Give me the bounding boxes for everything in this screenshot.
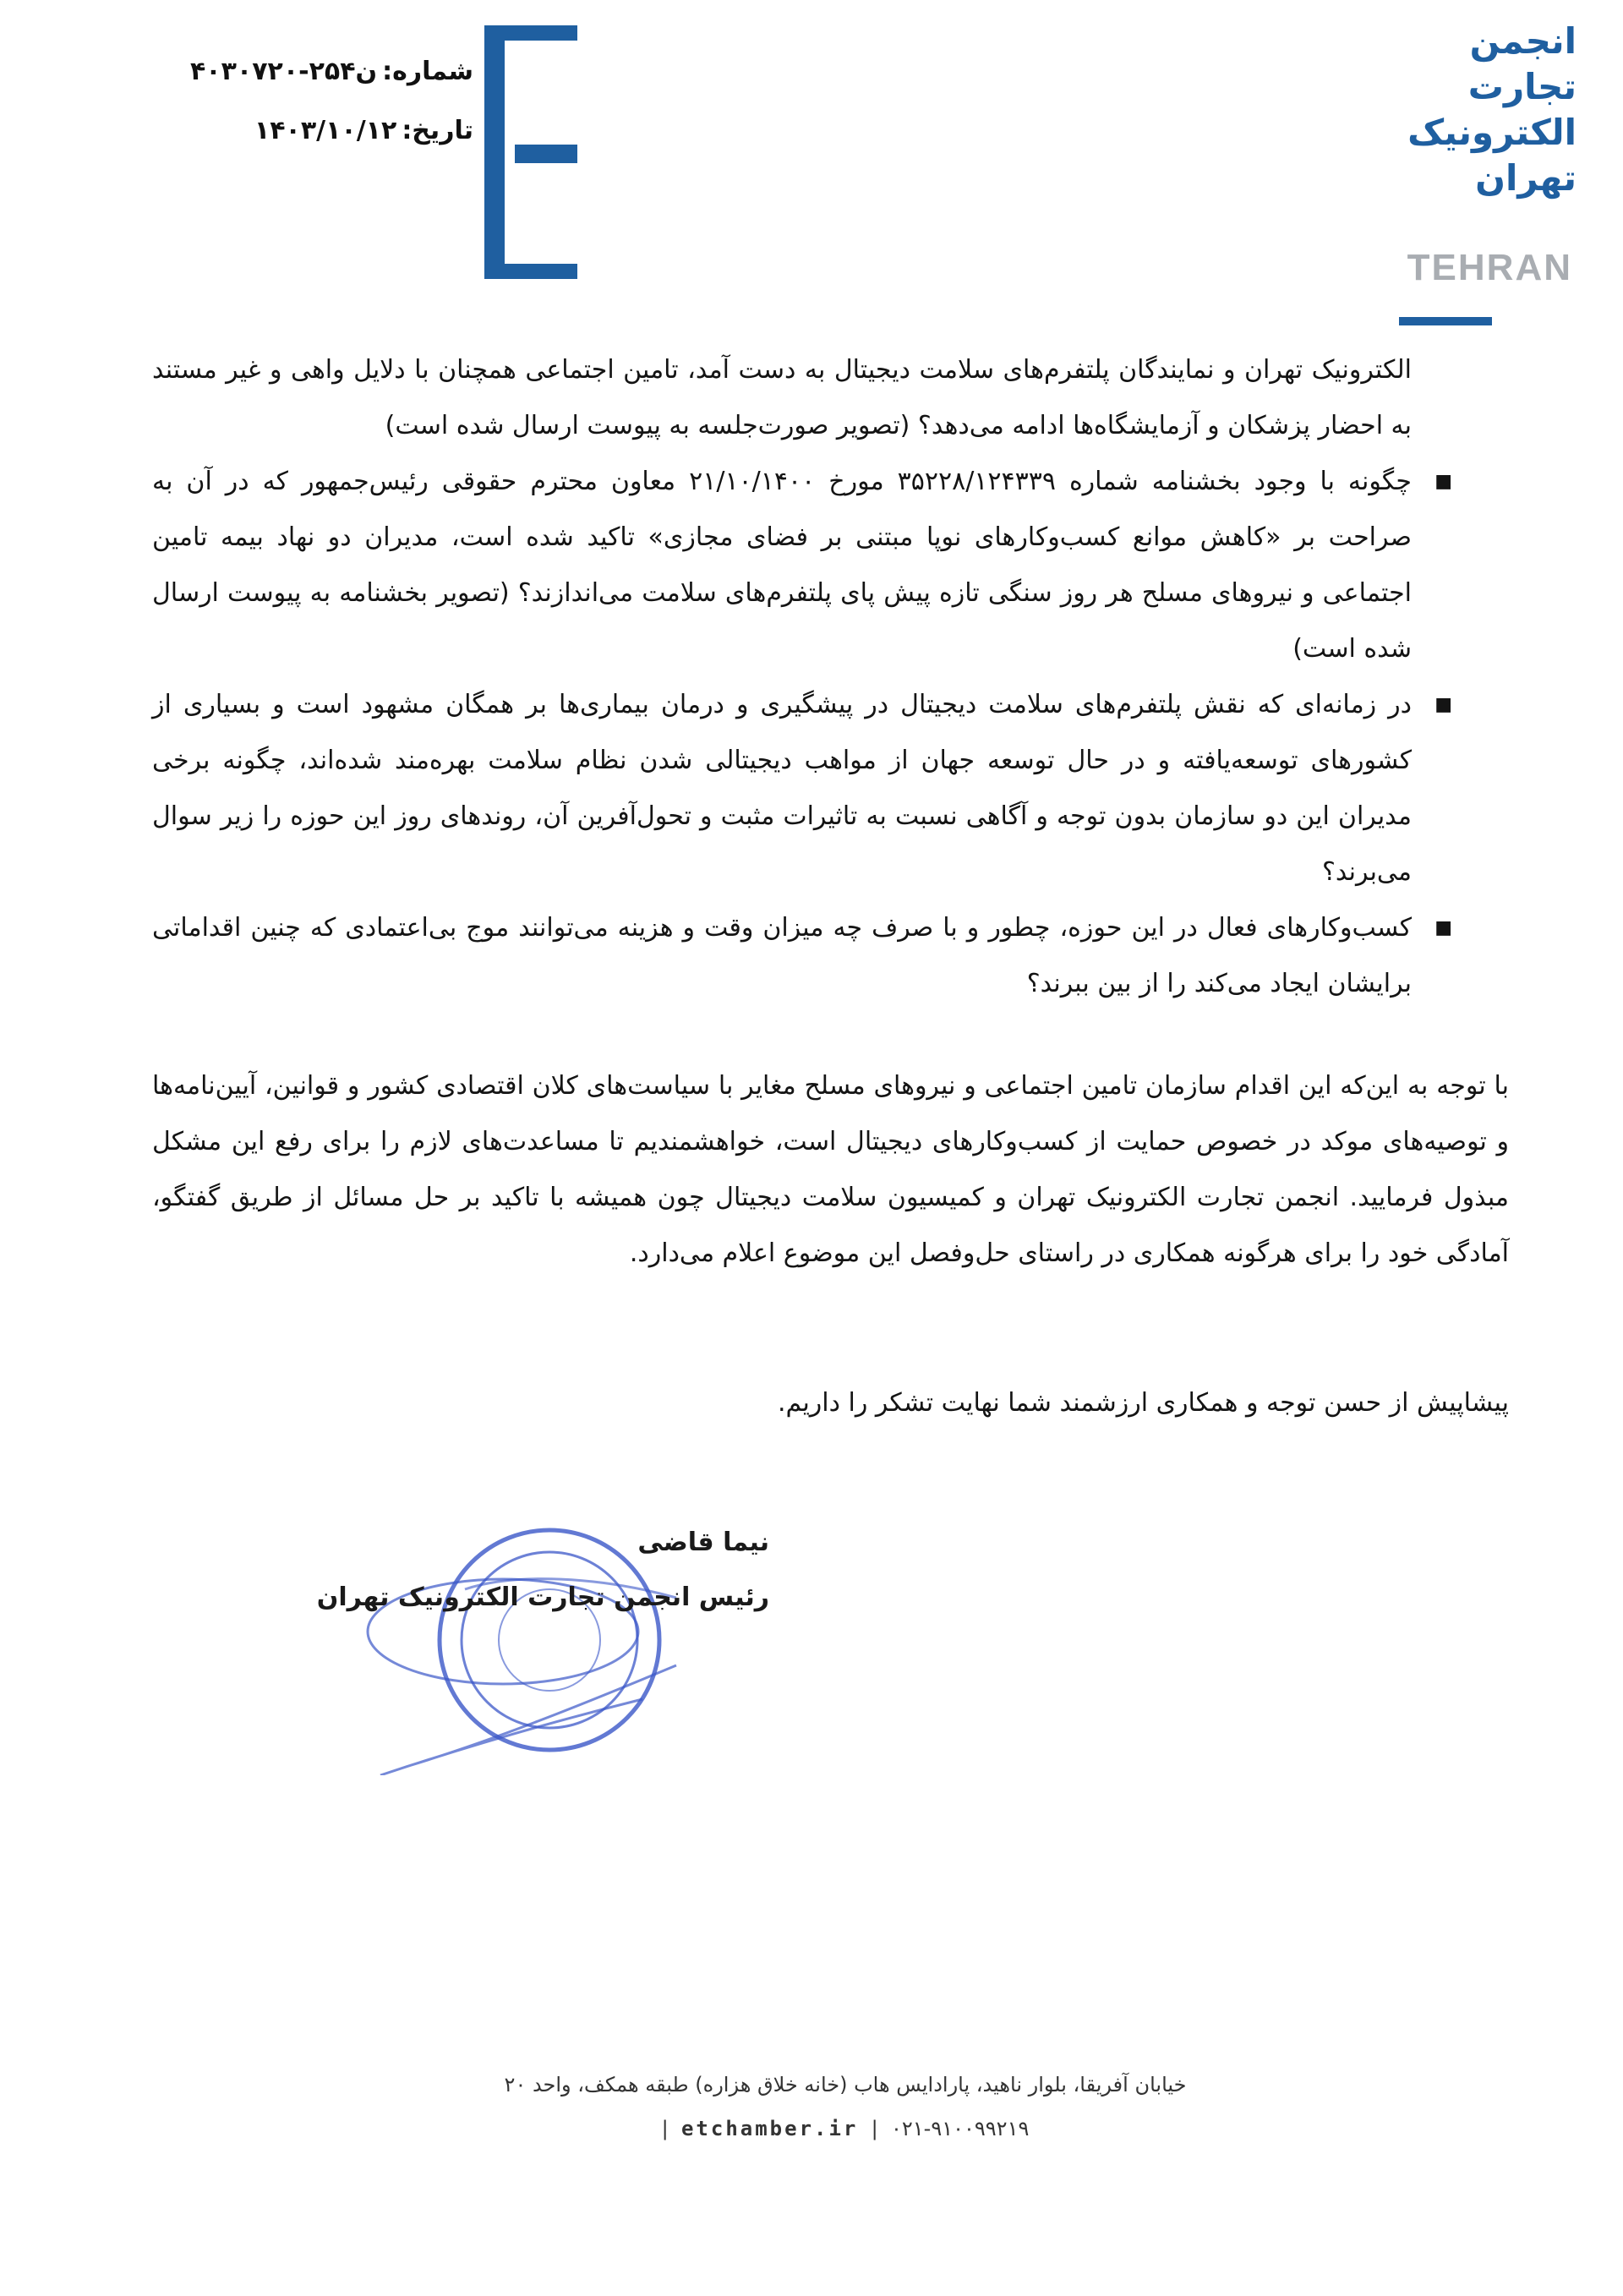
bullet-icon: ■ (1434, 471, 1452, 492)
question-item (152, 454, 1452, 677)
letter-date (169, 101, 473, 161)
brand-wordmark (1382, 19, 1577, 201)
question-list (152, 454, 1452, 1012)
letter-meta (169, 42, 473, 161)
question-text: چگونه با وجود بخشنامه شماره ۳۵۲۲۸/۱۲۴۳۳۹ مورخ ۲۱/۱۰/۱۴۰۰ معاون محترم حقوقی رئیس‌جمهور که در آن به صراحت بر «کاهش موانع کسب‌وکارهای نوپا مبتنی بر فضای مجازی» تاکید شده است، مدیران دو نهاد بیمه تامین اجتماعی و نیروهای مسلح هر روز سنگی تازه پیش پای پلتفرم‌های سلامت می‌اندازند؟ (تصویر بخشنامه به پیوست ارسال شده است) (152, 467, 1412, 664)
brand-line-4: تهران (1475, 157, 1577, 199)
footer-separator-end: | (661, 2117, 669, 2140)
question-item (152, 677, 1452, 900)
footer-address: خیابان آفریقا، بلوار ناهید، پارادایس هاب (خانه خلاق هزاره) طبقه همکف، واحد ۲۰ (504, 2073, 1187, 2096)
letter-number-value: ن۲۵۴-۴۰۳۰۷۲۰ (189, 57, 378, 86)
question-text: کسب‌وکارهای فعال در این حوزه، چطور و با صرف چه میزان وقت و هزینه می‌توانند موج بی‌اعتمادی که چنین اقداماتی برایشان ایجاد می‌کند را از بین ببرند؟ (152, 913, 1412, 998)
brand-e-logo (469, 25, 587, 279)
brand-line-2: تجارت (1467, 66, 1577, 107)
bullet-icon: ■ (1434, 917, 1452, 938)
brand-line-3: الکترونیک (1407, 112, 1577, 153)
letter-date-label: تاریخ: (402, 116, 473, 145)
brand-latin: TEHRAN (1407, 247, 1572, 288)
footer (423, 2063, 1268, 2151)
brand-divider (1399, 317, 1492, 325)
brand-line-1: انجمن (1469, 20, 1577, 62)
letter-date-value: ۱۴۰۳/۱۰/۱۲ (254, 116, 397, 145)
question-text: در زمانه‌ای که نقش پلتفرم‌های سلامت دیجیتال در پیشگیری و درمان بیماری‌ها بر همگان مشهود است و بسیاری از کشورهای توسعه‌یافته و در حال توسعه جهان از مواهب دیجیتالی شدن نظام سلامت بهره‌مند شده‌اند، چگونه برخی مدیران این دو سازمان بدون توجه و آگاهی نسبت به تاثیرات مثبت و تحول‌آفرین آن، روندهای روز این حوزه را زیر سوال می‌برند؟ (152, 690, 1412, 887)
signature-block (313, 1513, 769, 1623)
letter-number-label: شماره: (382, 57, 473, 86)
question-item (152, 900, 1452, 1012)
footer-contacts (423, 2107, 1268, 2151)
letter-number (169, 42, 473, 101)
signer-title: رئیس انجمن تجارت الکترونیک تهران (316, 1583, 769, 1612)
intro-paragraph: الکترونیک تهران و نمایندگان پلتفرم‌های سلامت دیجیتال به دست آمد، تامین اجتماعی همچنان با دلایل واهی و غیر مستند به احضار پزشکان و آزمایشگاه‌ها ادامه می‌دهد؟ (تصویر صورت‌جلسه به پیوست ارسال شده است) (152, 355, 1412, 440)
footer-separator: | (871, 2117, 878, 2140)
closing-line: پیشاپیش از حسن توجه و همکاری ارزشمند شما نهایت تشکر را داریم. (777, 1388, 1509, 1418)
footer-website[interactable]: etchamber.ir (680, 2117, 859, 2140)
request-paragraph: با توجه به این‌که این اقدام سازمان تامین اجتماعی و نیروهای مسلح مغایر با سیاست‌های کلان اقتصادی کشور و قوانین، آیین‌نامه‌ها و توصیه‌های موکد در خصوص حمایت از کسب‌وکارهای دیجیتال است، خواهشمندیم تا مساعدت‌های لازم را برای رفع این مشکل مبذول فرمایید. انجمن تجارت الکترونیک تهران و کمیسیون سلامت دیجیتال چون همیشه با تاکید بر حل مسائل از طریق گفتگو، آمادگی خود را برای هرگونه همکاری در راستای حل‌وفصل این موضوع اعلام می‌دارد. (152, 1071, 1509, 1268)
bullet-icon: ■ (1434, 694, 1452, 715)
signer-name: نیما قاضی (637, 1528, 769, 1557)
footer-phone: ۰۲۱-۹۱۰۰۹۹۲۱۹ (891, 2117, 1030, 2140)
